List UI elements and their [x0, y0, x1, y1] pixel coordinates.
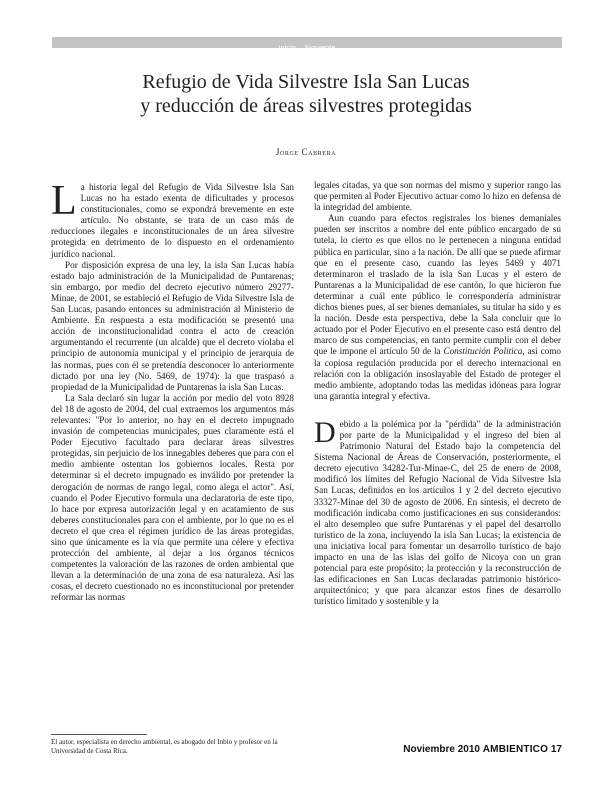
paragraph-5-end: , así como la copiosa regulación producida por el derecho internacional en relación con la obligación insoslayable del Estado de proteger el medio ambiente, adoptando todas las medidas idóneas para lograr una garantía integral y efectiva. [314, 346, 561, 401]
paragraph-5-text: Aun cuando para efectos registrales los bienes demaniales pueden ser inscritos a nombre del ente público encargado de su tutela, lo cierto es que ellos no le pertenecen a ninguna entidad pública en particular, sino a la nación. De allí que se puede afirmar que en el presente caso, cuando las leyes 5469 y 4071 determinaron el traslado de la isla San Lucas y el estero de Puntarenas a la Municipalidad de ese cantón, lo que hicieron fue determinar a cuál ente público le correspondería administrar dichos bienes pues, al ser bienes demaniales, su titular ha sido y es la nación. Desde esta perspectiva, debe la Sala concluir que lo actuado por el Poder Ejecutivo en el presente caso está dentro del marco de sus competencias, en tanto permite cumplir con el deber que le impone el artículo 50 de la [314, 213, 561, 357]
nav-links[interactable]: Inicio – Siguiente [278, 43, 336, 52]
paragraph-6 [314, 415, 561, 608]
title-line-2: y reducción de áreas silvestres protegidas [140, 95, 472, 117]
paragraph-2: Por disposición expresa de una ley, la isla San Lucas había estado bajo administración de la Municipalidad de Puntarenas; sin embargo, por medio del decreto ejecutivo número 29277-Minae, de 2001, se estableció el Refugio de Vida Silvestre Isla de San Lucas, pasando entonces su administración al Ministerio de Ambiente. En respuesta a esta modificación se presentó una acción de inconstitucionalidad contra el acto de creación argumentando el recurrente (un alcalde) que el decreto violaba el principio de autonomía municipal y el principio de jerarquía de las normas, pues con él se pretendía desconocer lo anteriormente dictado por una ley (No. 5469, de 1974): la que traspasó a propiedad de la Municipalidad de Puntarenas la isla San Lucas. [51, 259, 294, 392]
navigation-bar [52, 37, 562, 52]
title-line-1: Refugio de Vida Silvestre Isla San Lucas [142, 71, 470, 93]
drop-cap: D [314, 415, 336, 449]
author-footnote: El autor, especialista en derecho ambiental, es abogado del Inbio y profesor en la Universidad de Costa Rica. [51, 738, 278, 755]
drop-cap: L [51, 178, 77, 224]
constitution-reference: Constitución Política [443, 346, 523, 357]
paragraph-1-text: a historia legal del Refugio de Vida Silvestre Isla San Lucas no ha estado exenta de dificultades y procesos constitucionales, como se expondrá brevemente en este artículo. No obstante, se trata de un caso más de reducciones ilegales e inconstitucionales de un área silvestre protegida en detrimento de lo dispuesto en el ordenamiento jurídico nacional. [51, 182, 294, 259]
paragraph-5 [314, 213, 561, 402]
right-column [314, 180, 561, 607]
paragraph-6-text: ebido a la polémica por la "pérdida" de la administración por parte de la Municipalidad y el ingreso del bien al Patrimonio Natural del Estado bajo la competencia del Sistema Nacional de Áreas de Conservación, posteriormente, el decreto ejecutivo 34282-Tur-Minae-C, del 25 de enero de 2008, modificó los límites del Refugio Nacional de Vida Silvestre Isla San Lucas, definidos en los artículos 1 y 2 del decreto ejecutivo 33327-Minae del 30 de agosto de 2006. En síntesis, el decreto de modificación indicaba como justificaciones en sus considerandos: el alto desempleo que sufre Puntarenas y el papel del desarrollo turístico de la zona, incluyendo la isla San Lucas; la existencia de una iniciativa local para fomentar un desarrollo turístico de bajo impacto en una de las islas del golfo de Nicoya con un gran potencial para este propósito; la protección y la reconstrucción de las edificaciones en San Lucas declaradas patrimonio histórico-arquitectónico; y que para alcanzar estos fines de desarrollo turístico limitado y sostenible y la [314, 418, 561, 607]
author-byline: Jorge Cabrera [275, 147, 337, 157]
page-footer [403, 744, 562, 755]
issue-date: Noviembre 2010 [403, 744, 480, 755]
paragraph-4: legales citadas, ya que son normas del mismo y superior rango las que permiten al Poder Ejecutivo actuar como lo hizo en defensa de la integridad del ambiente. [314, 180, 561, 213]
page-number: 17 [550, 744, 562, 755]
article-title [60, 70, 552, 118]
left-column [51, 178, 294, 604]
paragraph-3: La Sala declaró sin lugar la acción por medio del voto 8928 del 18 de agosto de 2004, del cual extraemos los argumentos más relevantes: "Por lo anterior, no hay en el decreto impugnado invasión de competencias municipales, pues claramente está el Poder Ejecutivo facultado para declarar áreas silvestres protegidas, sin perjuicio de los innegables deberes que para con el medio ambiente ostentan los gobiernos locales. Resta por determinar si el decreto impugnado es inválido por pretender la derogación de normas de rango legal, como alega el actor". Así, cuando el Poder Ejecutivo formula una declaratoria de este tipo, lo hace por expresa autorización legal y en acatamiento de sus deberes constitucionales para con el ambiente, por lo que no es el decreto el que crea el régimen jurídico de las áreas protegidas, sino que únicamente es la vía que permite una célere y efectiva protección del ambiente, al dejar a los órganos técnicos competentes la valoración de las razones de orden ambiental que llevan a la determinación de una zona de esa naturaleza. Así las cosas, el decreto cuestionado no es inconstitucional por pretender reformar las normas [51, 392, 294, 603]
footnote-divider [51, 734, 147, 735]
paragraph-1 [51, 178, 294, 260]
magazine-name: AMBIENTICO [482, 744, 549, 755]
